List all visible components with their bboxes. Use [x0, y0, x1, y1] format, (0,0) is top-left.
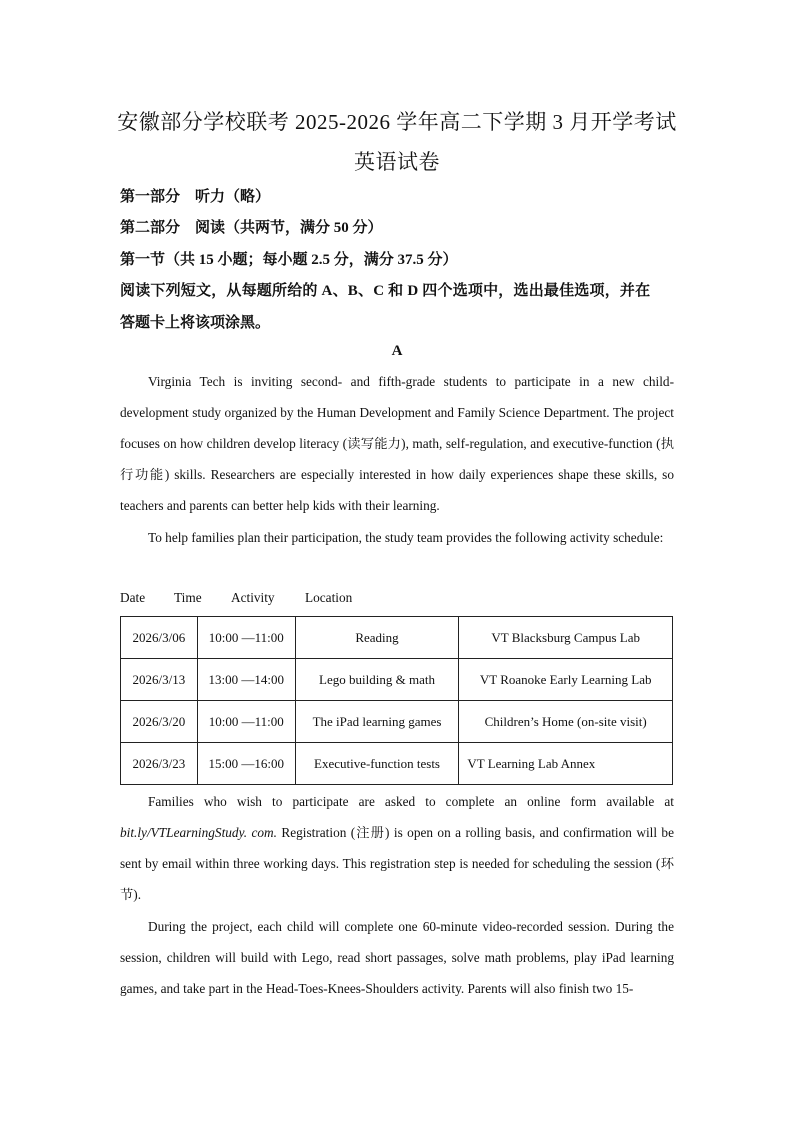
cell-location: VT Roanoke Early Learning Lab — [459, 659, 673, 701]
cell-activity: Reading — [295, 617, 459, 659]
table-row — [121, 701, 673, 743]
section1-heading: 第一节（共 15 小题；每小题 2.5 分，满分 37.5 分） — [120, 252, 458, 268]
paragraph-3-text-a: Families who wish to participate are asked to complete an online form available at — [148, 794, 674, 809]
cell-time: 10:00 —11:00 — [197, 617, 295, 659]
activity-schedule-table — [120, 616, 673, 785]
exam-subtitle: 英语试卷 — [354, 150, 440, 174]
registration-link[interactable]: bit.ly/VTLearningStudy. com. — [120, 825, 277, 840]
cell-location: VT Blacksburg Campus Lab — [459, 617, 673, 659]
passage-paragraph-2: To help families plan their participation, the study team provides the following activity schedule: — [148, 530, 664, 545]
cell-time: 15:00 —16:00 — [197, 743, 295, 785]
part2-heading: 第二部分 阅读（共两节，满分 50 分） — [120, 220, 383, 236]
cell-date: 2026/3/06 — [121, 617, 198, 659]
passage-paragraph-3 — [120, 786, 674, 910]
table-row — [121, 659, 673, 701]
cell-date: 2026/3/23 — [121, 743, 198, 785]
part1-heading: 第一部分 听力（略） — [120, 189, 271, 205]
cell-location: Children’s Home (on-site visit) — [459, 701, 673, 743]
cell-activity: Lego building & math — [295, 659, 459, 701]
paragraph-3-text-b: Registration (注册) is open on a rolling basis, and confirmation will be sent by email within three working days. This registration step is needed for scheduling the session (环节). — [120, 825, 674, 902]
table-row — [121, 743, 673, 785]
cell-activity: The iPad learning games — [295, 701, 459, 743]
passage-label: A — [391, 343, 403, 359]
header-time: Time — [174, 590, 202, 605]
cell-date: 2026/3/20 — [121, 701, 198, 743]
passage-paragraph-4: During the project, each child will complete one 60-minute video-recorded session. During the session, children will build with Lego, read short passages, solve math problems, play iPad learning games, and take part in the Head-Toes-Knees-Shoulders activity. Parents will also finish two 15- — [120, 919, 674, 996]
header-date: Date — [120, 590, 146, 605]
header-activity: Activity — [231, 590, 275, 605]
cell-date: 2026/3/13 — [121, 659, 198, 701]
table-row — [121, 617, 673, 659]
cell-location: VT Learning Lab Annex — [459, 743, 673, 785]
passage-paragraph-1: Virginia Tech is inviting second- and fifth-grade students to participate in a new child-development study organized by the Human Development and Family Science Department. The project focuses on how children develop literacy (读写能力), math, self-regulation, and executive-function (执行功能) skills. Researchers are especially interested in how daily experiences shape these skills, so teachers and parents can better help kids with their learning. — [120, 374, 674, 513]
cell-time: 13:00 —14:00 — [197, 659, 295, 701]
cell-time: 10:00 —11:00 — [197, 701, 295, 743]
instruction-line-2: 答题卡上将该项涂黑。 — [120, 315, 271, 331]
instruction-line-1: 阅读下列短文，从每题所给的 A、B、C 和 D 四个选项中，选出最佳选项，并在 — [120, 283, 651, 299]
exam-title: 安徽部分学校联考 2025-2026 学年高二下学期 3 月开学考试 — [117, 110, 677, 134]
cell-activity: Executive-function tests — [295, 743, 459, 785]
header-location: Location — [305, 590, 353, 605]
